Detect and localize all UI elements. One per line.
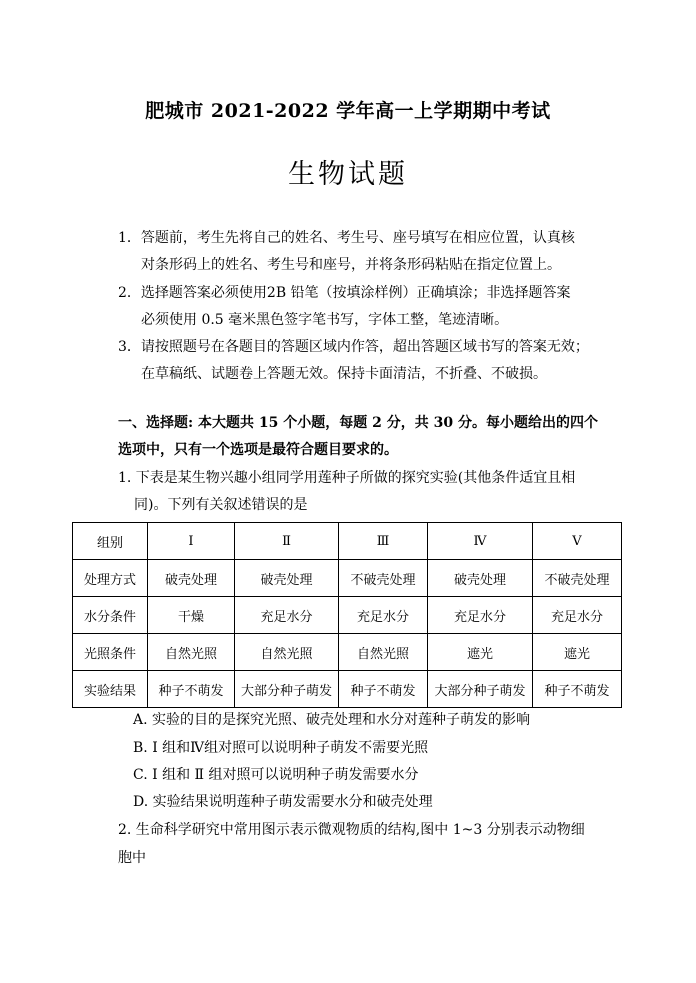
table-cell: 种子不萌发 <box>533 671 622 708</box>
table-header-cell: 组别 <box>73 523 148 560</box>
instruction-line: 1．答题前，考生先将自己的姓名、考生号、座号填写在相应位置，认真核 <box>118 230 575 246</box>
table-cell: 遮光 <box>428 634 533 671</box>
table-cell: 不破壳处理 <box>339 560 428 597</box>
table-cell: 干燥 <box>148 597 235 634</box>
table-cell: 充足水分 <box>339 597 428 634</box>
option-b: B. I 组和Ⅳ组对照可以说明种子萌发不需要光照 <box>133 740 429 756</box>
table-header-cell: Ⅲ <box>339 523 428 560</box>
table-header-cell: Ⅱ <box>235 523 339 560</box>
exam-subject: 生物试题 <box>288 159 408 190</box>
table-cell: 充足水分 <box>533 597 622 634</box>
table-cell: 大部分种子萌发 <box>235 671 339 708</box>
table-header-cell: V <box>533 523 622 560</box>
table-cell: 遮光 <box>533 634 622 671</box>
instruction-line: 对条形码上的姓名、考生号和座号，并将条形码粘贴在指定位置上。 <box>141 257 561 273</box>
table-cell: 自然光照 <box>148 634 235 671</box>
question-2-stem-cont: 胞中 <box>118 850 146 866</box>
table-cell: 破壳处理 <box>235 560 339 597</box>
instruction-line: 3．请按照题号在各题目的答题区域内作答，超出答题区域书写的答案无效； <box>118 339 589 355</box>
table-row <box>73 597 622 634</box>
question-2-stem: 2. 生命科学研究中常用图示表示微观物质的结构,图中 1~3 分别表示动物细 <box>118 822 585 838</box>
table-cell: 种子不萌发 <box>148 671 235 708</box>
table-row <box>73 560 622 597</box>
question-1-stem-cont: 同)。下列有关叙述错误的是 <box>134 497 308 513</box>
instruction-line: 在草稿纸、试题卷上答题无效。保持卡面清洁，不折叠、不破损。 <box>141 366 547 382</box>
option-c: C. I 组和 Ⅱ 组对照可以说明种子萌发需要水分 <box>133 767 419 783</box>
table-header-cell: Ⅳ <box>428 523 533 560</box>
table-cell: 充足水分 <box>428 597 533 634</box>
experiment-table <box>72 522 622 708</box>
instruction-line: 2．选择题答案必须使用2B 铅笔（按填涂样例）正确填涂；非选择题答案 <box>118 285 571 301</box>
table-cell: 种子不萌发 <box>339 671 428 708</box>
table-cell: 自然光照 <box>339 634 428 671</box>
table-header-cell: I <box>148 523 235 560</box>
section-heading: 一、选择题: 本大题共 15 个小题，每题 2 分，共 30 分。每小题给出的四个 <box>118 415 598 431</box>
table-cell: 充足水分 <box>235 597 339 634</box>
option-a: A. 实验的目的是探究光照、破壳处理和水分对莲种子萌发的影响 <box>133 712 531 728</box>
table-row-label: 光照条件 <box>73 634 148 671</box>
table-cell: 大部分种子萌发 <box>428 671 533 708</box>
table-row <box>73 671 622 708</box>
question-1-stem: 1. 下表是某生物兴趣小组同学用莲种子所做的探究实验(其他条件适宜且相 <box>118 470 576 486</box>
table-row-label: 处理方式 <box>73 560 148 597</box>
table-cell: 自然光照 <box>235 634 339 671</box>
table-row-label: 水分条件 <box>73 597 148 634</box>
table-cell: 破壳处理 <box>428 560 533 597</box>
exam-title: 肥城市 2021-2022 学年高一上学期期中考试 <box>145 100 551 122</box>
table-row <box>73 634 622 671</box>
instruction-line: 必须使用 0.5 毫米黑色签字笔书写，字体工整，笔迹清晰。 <box>141 312 509 328</box>
section-heading-cont: 选项中，只有一个选项是最符合题目要求的。 <box>118 442 398 458</box>
table-header-row <box>73 523 622 560</box>
table-row-label: 实验结果 <box>73 671 148 708</box>
table-cell: 破壳处理 <box>148 560 235 597</box>
table-cell: 不破壳处理 <box>533 560 622 597</box>
option-d: D. 实验结果说明莲种子萌发需要水分和破壳处理 <box>133 794 433 810</box>
